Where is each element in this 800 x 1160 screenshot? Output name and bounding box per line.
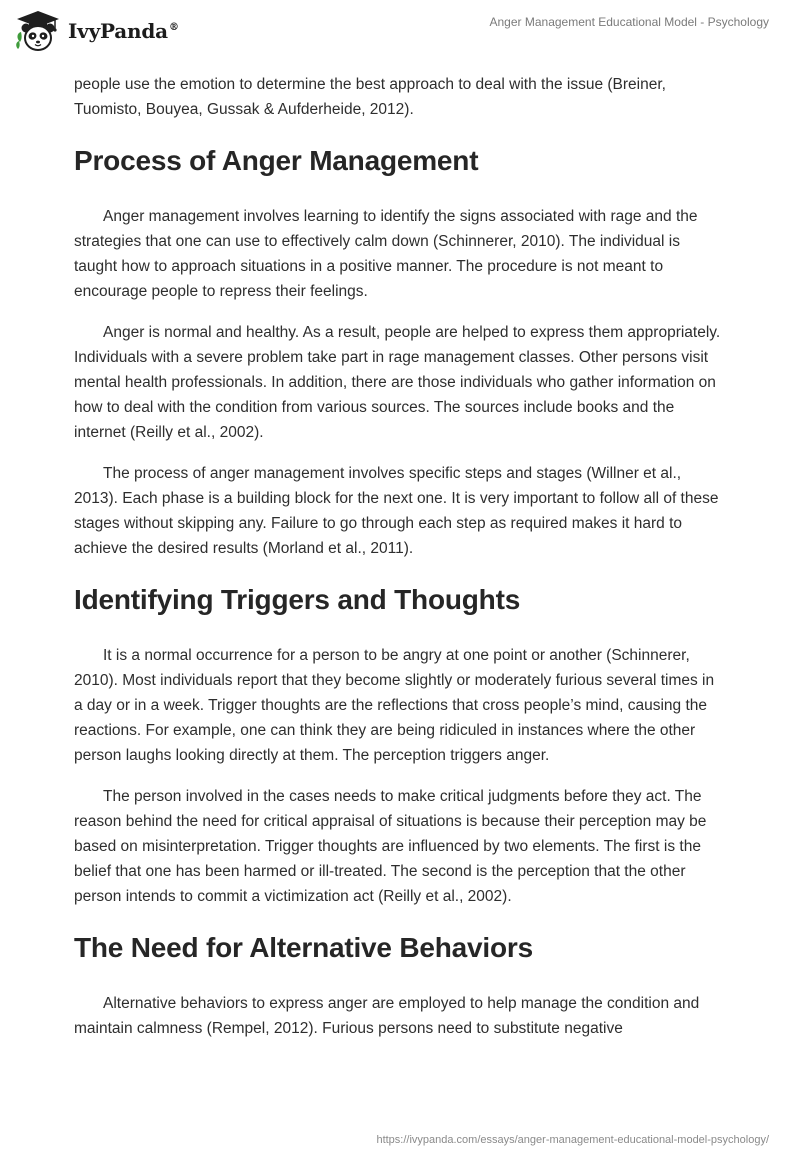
panda-graduation-cap-icon — [14, 9, 62, 53]
logo-wordmark: IvyPanda® — [68, 19, 179, 43]
section-heading-process: Process of Anger Management — [74, 145, 479, 176]
paragraph: Alternative behaviors to express anger are employed to help manage the condition and maintain calmness (Rempel, 2012). Furious persons need to substitute negative — [74, 995, 700, 1037]
source-url-link[interactable]: https://ivypanda.com/essays/anger-management-educational-model-psychology/ — [376, 1134, 769, 1146]
paragraph: It is a normal occurrence for a person to be angry at one point or another (Schinnerer, 2010). Most individuals report that they become slightly or moderately furious several times in a day or in a week. Trigger thoughts are the reflections that cross people’s mind, causing the reactions. For example, one can think they are being ridiculed in instances where the other person laughs looking directly at them. The perception triggers anger. — [74, 647, 715, 764]
ivypanda-logo[interactable] — [14, 9, 179, 53]
section-heading-triggers: Identifying Triggers and Thoughts — [74, 584, 521, 615]
document-title: Anger Management Educational Model - Psychology — [489, 15, 769, 29]
paragraph: Anger management involves learning to identify the signs associated with rage and the strategies that one can use to effectively calm down (Schinnerer, 2010). The individual is taught how to approach situations in a positive manner. The procedure is not meant to encourage people to repress their feelings. — [74, 208, 698, 300]
intro-continuation-paragraph: people use the emotion to determine the best approach to deal with the issue (Breiner, Tuomisto, Bouyea, Gussak & Aufderheide, 2012). — [74, 76, 666, 118]
page-header — [0, 0, 800, 70]
paragraph: Anger is normal and healthy. As a result, people are helped to express them appropriately. Individuals with a severe problem take part in rage management classes. Other persons visit mental health professionals. In addition, there are those individuals who gather information on how to deal with the condition from various sources. The sources include books and the internet (Reilly et al., 2002). — [74, 324, 721, 441]
section-heading-alternative-behaviors: The Need for Alternative Behaviors — [74, 932, 533, 963]
paragraph: The person involved in the cases needs to make critical judgments before they act. The reason behind the need for critical appraisal of situations is because their perception may be based on misinterpretation. Trigger thoughts are influenced by two elements. The first is the belief that one has been harmed or ill-treated. The second is the perception that the other person intends to commit a victimization act (Reilly et al., 2002). — [74, 788, 707, 905]
paragraph: The process of anger management involves specific steps and stages (Willner et al., 2013). Each phase is a building block for the next one. It is very important to follow all of these stages without skipping any. Failure to go through each step as required makes it hard to achieve the desired results (Morland et al., 2011). — [74, 465, 719, 557]
article-body — [74, 72, 724, 1057]
